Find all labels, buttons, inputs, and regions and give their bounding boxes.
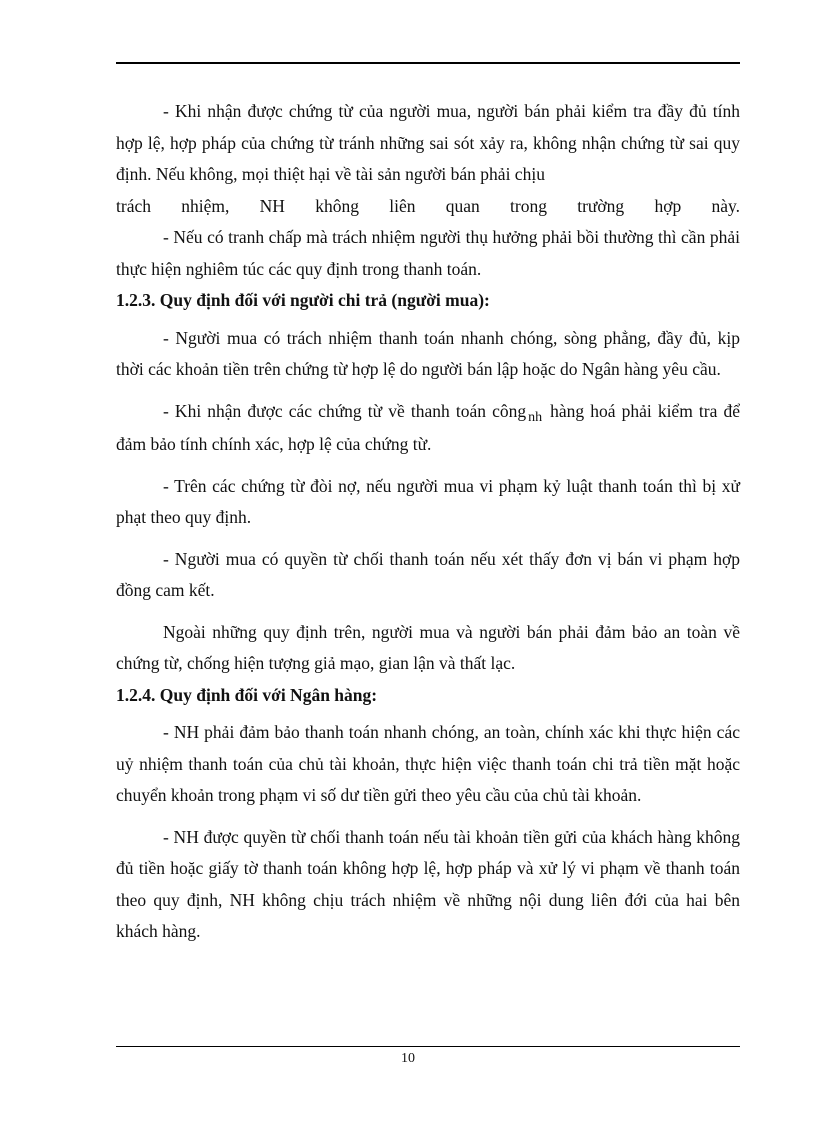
bank-paragraph-1: - NH phải đảm bảo thanh toán nhanh chóng, an toàn, chính xác khi thực hiện các uỷ nhiệm thanh toán của chủ tài khoản, thực hiện việc thanh toán chi trả tiền mặt hoặc chuyển khoản trong phạm vi số dư tiền gửi theo yêu cầu của chủ tài khoản.: [116, 722, 740, 805]
section-heading-1-2-4: 1.2.4. Quy định đối với Ngân hàng:: [116, 684, 378, 705]
seller-paragraph-2: - Nếu có tranh chấp mà trách nhiệm người thụ hưởng phải bồi thường thì cần phải thực hiện nghiêm túc các quy định trong thanh toán.: [116, 227, 740, 279]
payer-paragraph-1: - Người mua có trách nhiệm thanh toán nhanh chóng, sòng phẳng, đầy đủ, kịp thời các khoản tiền trên chứng từ hợp lệ do người bán lập hoặc do Ngân hàng yêu cầu.: [116, 327, 740, 379]
payer-paragraph-5: Ngoài những quy định trên, người mua và người bán phải đảm bảo an toàn về chứng từ, chống hiện tượng giả mạo, gian lận và thất lạc.: [116, 621, 740, 673]
seller-paragraph-1-last-line: trách nhiệm, NH không liên quan trong trường hợp này.: [116, 195, 740, 216]
footer-rule: [116, 1046, 740, 1047]
payer-paragraph-2-text-b: hàng hoá phải kiểm tra để đảm bảo tính chính xác, hợp lệ của chứng từ.: [116, 400, 740, 454]
payer-paragraph-2-text-a: - Khi nhận được các chứng từ về thanh toán công: [163, 400, 527, 421]
page-number: 10: [401, 1051, 415, 1066]
payer-paragraph-2-note: nh: [528, 409, 543, 425]
header-rule: [116, 62, 740, 64]
payer-paragraph-3: - Trên các chứng từ đòi nợ, nếu người mua vi phạm kỷ luật thanh toán thì bị xử phạt theo quy định.: [116, 475, 740, 527]
seller-paragraph-1-text: - Khi nhận được chứng từ của người mua, người bán phải kiểm tra đầy đủ tính hợp lệ, hợp pháp của chứng từ tránh những sai sót xảy ra, không nhận chứng từ sai quy định. Nếu không, mọi thiệt hại về tài sản người bán phải chịu: [116, 101, 740, 184]
payer-paragraph-2: [116, 396, 740, 461]
seller-paragraph-1: [116, 96, 740, 222]
payer-paragraph-4: - Người mua có quyền từ chối thanh toán nếu xét thấy đơn vị bán vi phạm hợp đồng cam kết.: [116, 548, 740, 600]
bank-paragraph-2: - NH được quyền từ chối thanh toán nếu tài khoản tiền gửi của khách hàng không đủ tiền hoặc giấy tờ thanh toán không hợp lệ, hợp pháp và xử lý vi phạm về thanh toán theo quy định, NH không chịu trách nhiệm về những nội dung liên đới của hai bên khách hàng.: [116, 826, 740, 941]
section-heading-1-2-3: 1.2.3. Quy định đối với người chi trả (người mua):: [116, 290, 490, 310]
page-body: [116, 96, 740, 948]
